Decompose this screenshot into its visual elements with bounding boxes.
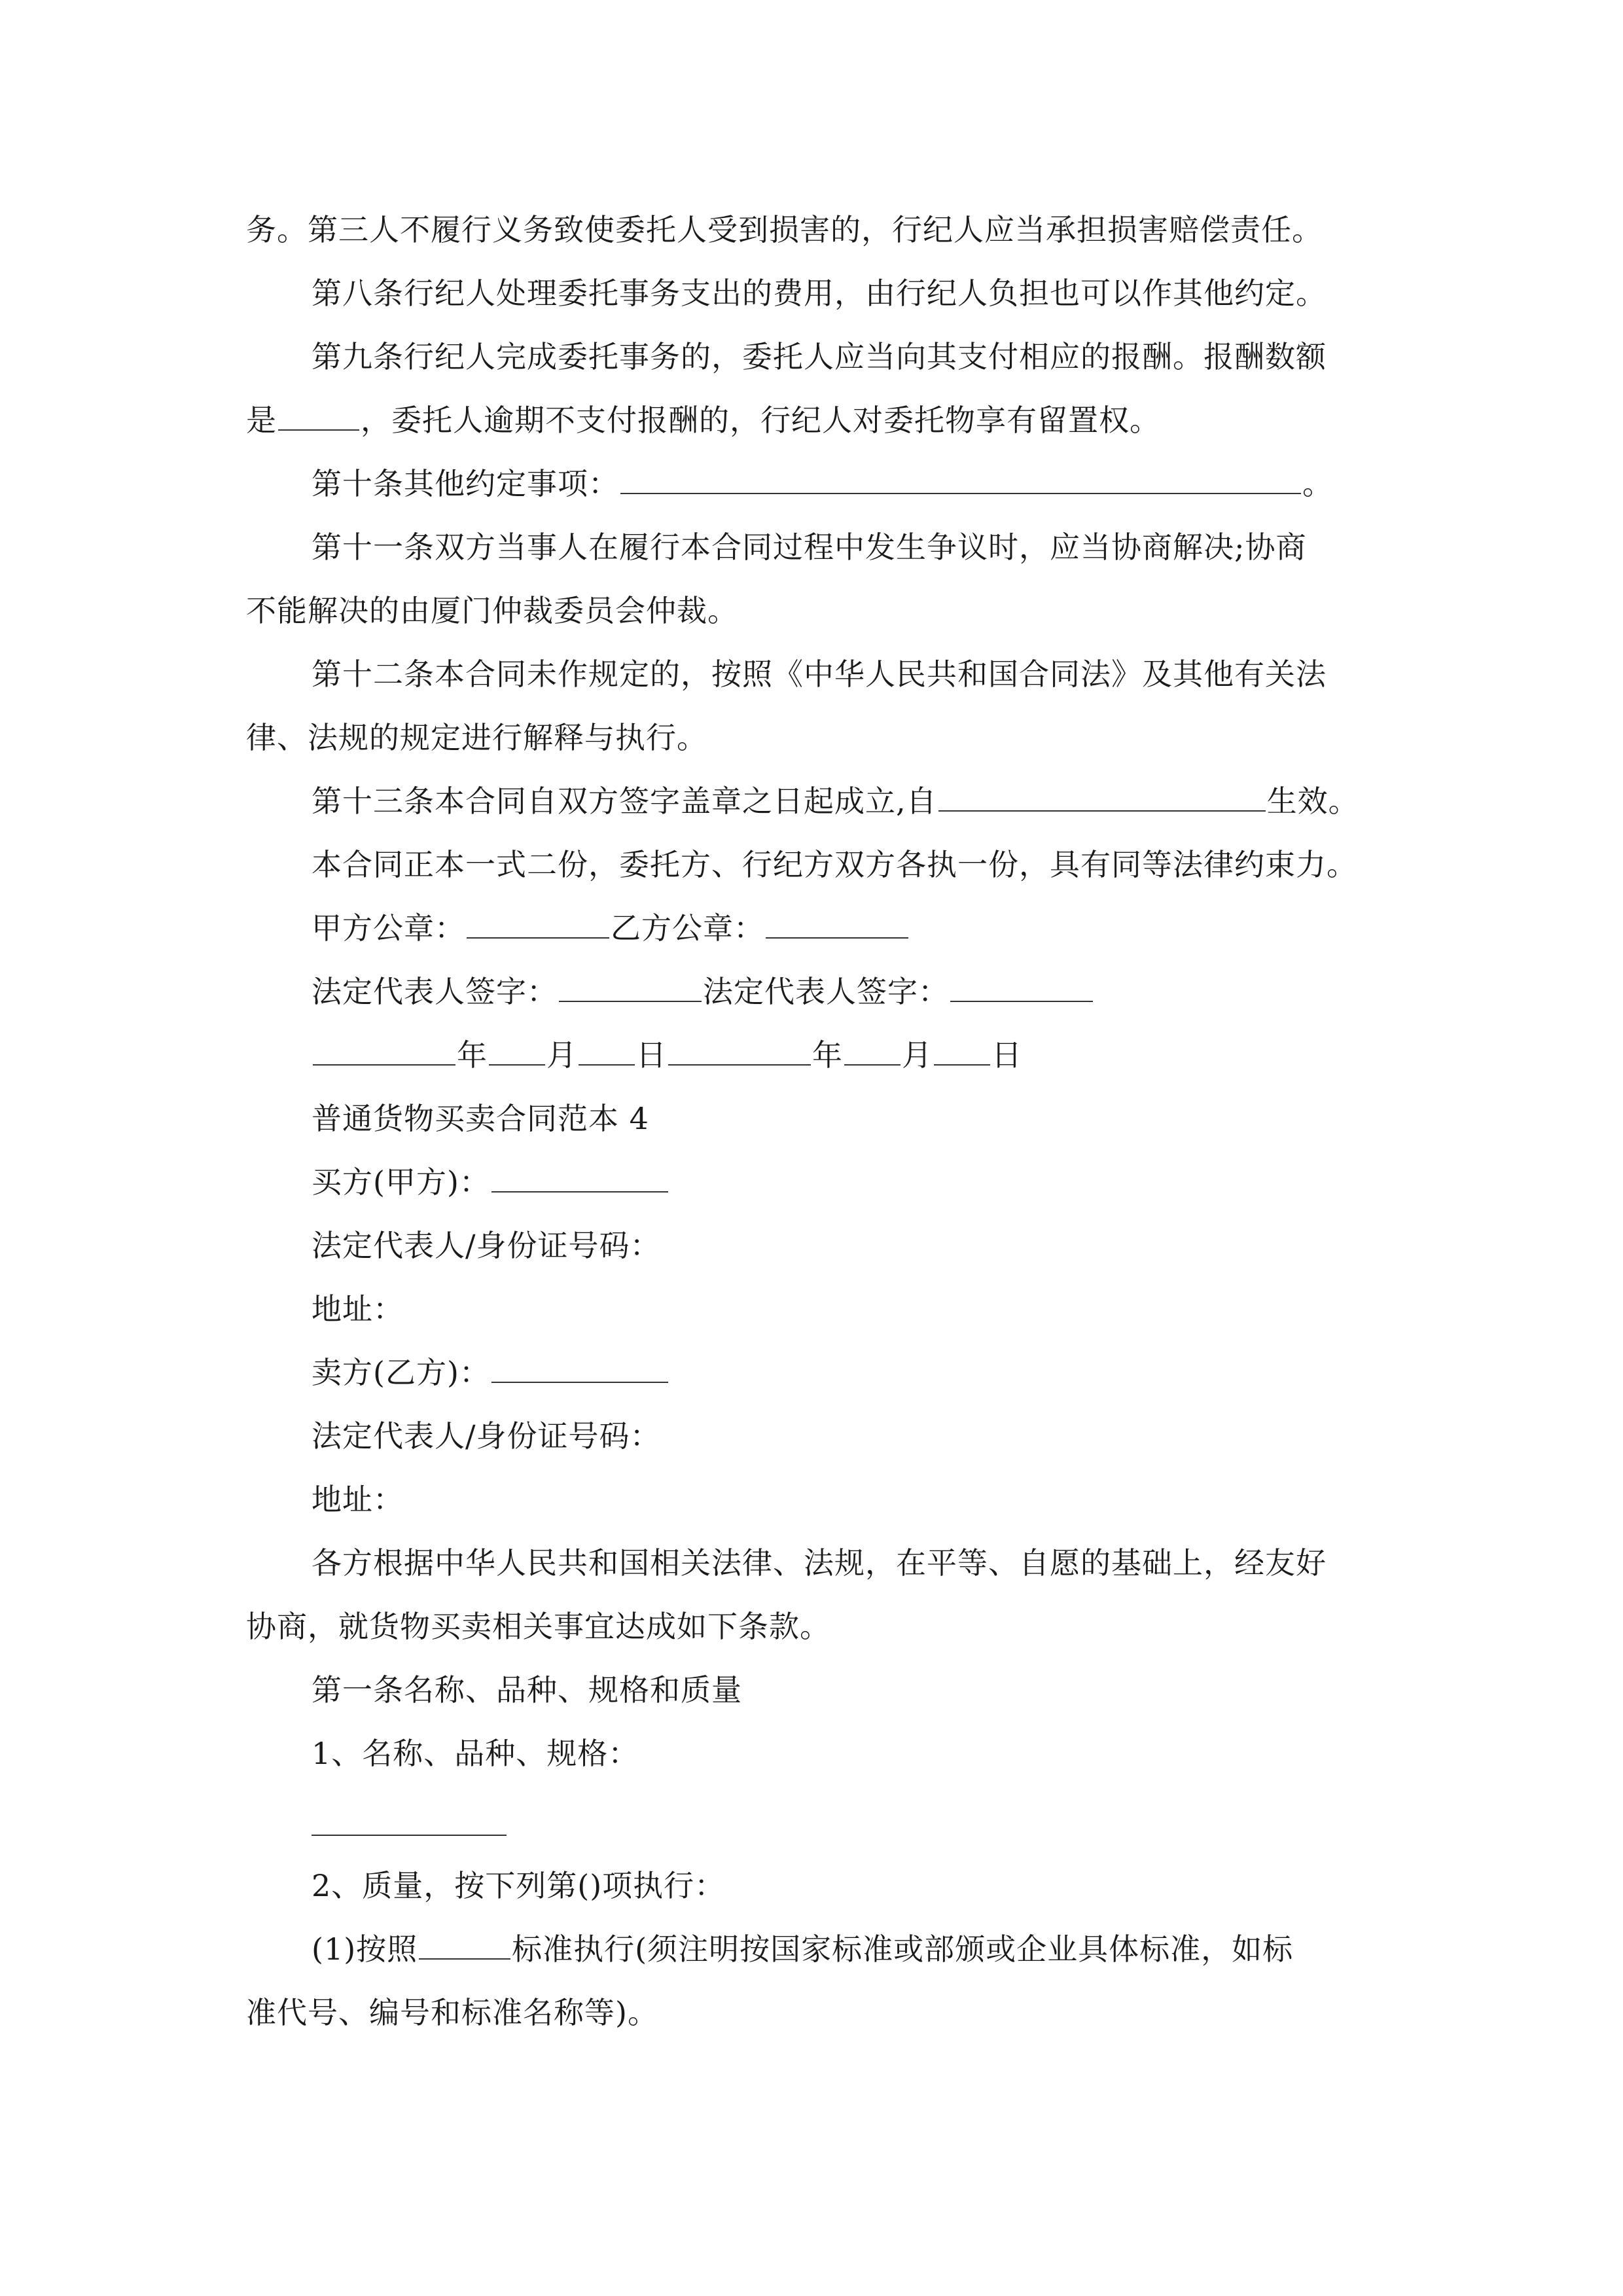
article-11	[312, 528, 1450, 567]
buyer-label: 买方(甲方)：	[312, 1164, 490, 1200]
text: 第十三条本合同自双方签字盖章之日起成立,自	[312, 783, 937, 819]
text: 第十条其他约定事项：	[312, 466, 619, 501]
text: 地址：	[312, 1482, 404, 1517]
buyer-rep-line	[312, 1226, 1450, 1265]
text: 生效。	[1266, 783, 1359, 819]
buyer-line	[312, 1162, 1450, 1202]
product-spec-blank[interactable]	[312, 1835, 507, 1836]
text-line	[246, 591, 1385, 630]
party-b-seal-blank[interactable]	[766, 908, 908, 939]
item-2-1	[312, 1929, 1450, 1969]
year-blank[interactable]	[313, 1035, 455, 1066]
party-a-signature-label: 法定代表人签字：	[312, 974, 558, 1009]
party-b-signature-label: 法定代表人签字：	[703, 974, 949, 1009]
article-10	[312, 464, 1450, 503]
text-line	[246, 401, 1385, 440]
remuneration-blank[interactable]	[278, 401, 359, 431]
effective-date-blank[interactable]	[938, 781, 1266, 812]
text: 律、法规的规定进行解释与执行。	[246, 720, 707, 755]
month-label: 月	[902, 1037, 933, 1073]
day-blank[interactable]	[579, 1035, 635, 1066]
party-b-seal-label: 乙方公章：	[611, 910, 764, 946]
text-line	[246, 1993, 1385, 2032]
party-a-signature-blank[interactable]	[559, 972, 702, 1002]
article-12	[312, 655, 1450, 694]
text: 2、质量，按下列第()项执行：	[312, 1868, 726, 1903]
text: 务。第三人不履行义务致使委托人受到损害的，行纪人应当承担损害赔偿责任。	[246, 212, 1323, 247]
text-line	[246, 718, 1385, 757]
month-blank[interactable]	[844, 1035, 901, 1066]
text-line	[246, 210, 1385, 249]
seller-rep-line	[312, 1416, 1450, 1456]
year-label: 年	[457, 1037, 488, 1073]
text: 各方根据中华人民共和国相关法律、法规，在平等、自愿的基础上，经友好	[312, 1545, 1327, 1581]
text: 协商，就货物买卖相关事宜达成如下条款。	[246, 1609, 830, 1644]
text: 法定代表人/身份证号码：	[312, 1418, 661, 1454]
seller-blank[interactable]	[491, 1353, 668, 1383]
item-2	[312, 1866, 1450, 1905]
year-label: 年	[812, 1037, 843, 1073]
article-9	[312, 337, 1450, 376]
text: 本合同正本一式二份，委托方、行纪方双方各执一份，具有同等法律约束力。	[312, 847, 1357, 882]
month-label: 月	[546, 1037, 577, 1073]
other-matters-blank[interactable]	[620, 464, 1301, 494]
year-blank[interactable]	[668, 1035, 811, 1066]
article-13	[312, 781, 1450, 821]
text: 1、名称、品种、规格：	[312, 1736, 639, 1771]
party-b-signature-blank[interactable]	[950, 972, 1093, 1002]
text-line	[246, 1607, 1385, 1646]
day-blank[interactable]	[934, 1035, 990, 1066]
seller-label: 卖方(乙方)：	[312, 1355, 490, 1390]
item-1	[312, 1734, 1450, 1773]
standard-blank[interactable]	[419, 1929, 510, 1960]
seller-line	[312, 1353, 1450, 1392]
text-line	[312, 845, 1450, 884]
text: (1)按照	[312, 1931, 418, 1967]
text: 第九条行纪人完成委托事务的，委托人应当向其支付相应的报酬。报酬数额	[312, 339, 1327, 374]
text: 是	[246, 403, 277, 438]
text: 普通货物买卖合同范本 4	[312, 1101, 649, 1136]
signature-line	[312, 972, 1450, 1011]
text: 地址：	[312, 1291, 404, 1327]
text: 不能解决的由厦门仲裁委员会仲裁。	[246, 593, 738, 628]
seal-line	[312, 908, 1450, 948]
day-label: 日	[991, 1037, 1022, 1073]
text: 第八条行纪人处理委托事务支出的费用，由行纪人负担也可以作其他约定。	[312, 276, 1327, 311]
text: 准代号、编号和标准名称等)。	[246, 1995, 658, 2030]
article-1-title	[312, 1670, 1450, 1710]
section-title	[312, 1099, 1450, 1138]
text: 。	[1302, 466, 1333, 501]
seller-address-line	[312, 1480, 1450, 1519]
buyer-address-line	[312, 1289, 1450, 1329]
buyer-blank[interactable]	[491, 1162, 668, 1193]
article-8	[312, 274, 1450, 313]
text: ，委托人逾期不支付报酬的，行纪人对委托物享有留置权。	[361, 403, 1160, 438]
text: 法定代表人/身份证号码：	[312, 1228, 661, 1263]
text: 第一条名称、品种、规格和质量	[312, 1672, 742, 1708]
text: 第十二条本合同未作规定的，按照《中华人民共和国合同法》及其他有关法	[312, 656, 1327, 692]
day-label: 日	[636, 1037, 667, 1073]
preamble	[312, 1543, 1450, 1583]
party-a-seal-blank[interactable]	[467, 908, 609, 939]
text: 第十一条双方当事人在履行本合同过程中发生争议时，应当协商解决;协商	[312, 529, 1307, 565]
party-a-seal-label: 甲方公章：	[312, 910, 465, 946]
month-blank[interactable]	[489, 1035, 545, 1066]
text: 标准执行(须注明按国家标准或部颁或企业具体标准，如标	[512, 1931, 1294, 1967]
date-line	[312, 1035, 1450, 1075]
